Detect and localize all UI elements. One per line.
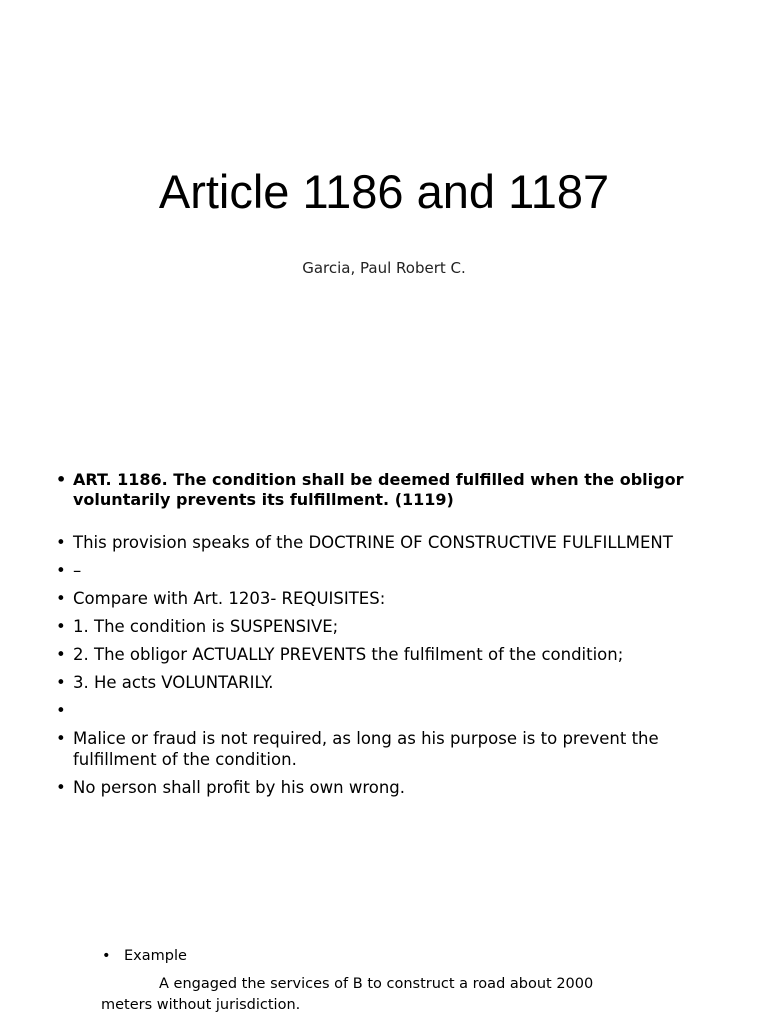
bullet-dot-icon: • — [56, 701, 66, 720]
bullet-item — [56, 728, 706, 770]
bullet-text — [73, 701, 78, 720]
bullet-item — [56, 560, 706, 581]
example-label: Example — [124, 948, 187, 964]
bullet-text: Malice or fraud is not required, as long as his purpose is to prevent the fulfillment of the condition. — [73, 729, 659, 769]
bullet-dot-icon: • — [56, 533, 66, 552]
bullet-text: Compare with Art. 1203- REQUISITES: — [73, 589, 386, 608]
slide-title: Article 1186 and 1187 — [158, 165, 610, 218]
bullet-dot-icon: • — [56, 470, 67, 489]
bullet-dot-icon: • — [56, 617, 66, 636]
bullet-item — [56, 672, 706, 693]
bullet-text: This provision speaks of the DOCTRINE OF CONSTRUCTIVE FULFILLMENT — [73, 533, 673, 552]
bullet-item — [56, 777, 706, 798]
bullet-dot-icon: • — [56, 561, 66, 580]
bullet-item — [56, 644, 706, 665]
bullet-item — [56, 616, 706, 637]
bullet-dot-icon: • — [56, 589, 66, 608]
title-slide — [0, 0, 768, 430]
example-paragraph — [101, 974, 641, 1016]
author-name: Garcia, Paul Robert C. — [302, 259, 466, 277]
example-paragraph-line: meters without jurisdiction. — [101, 997, 301, 1013]
bullet-text: No person shall profit by his own wrong. — [73, 778, 406, 797]
bullet-dot-icon: • — [102, 948, 111, 964]
bullet-item — [102, 946, 187, 966]
bullet-item — [56, 532, 706, 553]
example-list — [102, 946, 187, 966]
bullet-list — [56, 470, 706, 805]
bullet-text: ART. 1186. The condition shall be deemed fulfilled when the obligor voluntarily prevents its fulfillment. (1119) — [73, 470, 684, 509]
bullet-dot-icon: • — [56, 673, 66, 692]
bullet-dot-icon: • — [56, 645, 66, 664]
bullet-text: 2. The obligor ACTUALLY PREVENTS the fulfilment of the condition; — [73, 645, 624, 664]
bullet-text: 1. The condition is SUSPENSIVE; — [73, 617, 339, 636]
bullet-item — [56, 470, 706, 510]
bullet-item — [56, 588, 706, 609]
content-slide-article-1186 — [0, 430, 768, 910]
content-slide-example — [0, 910, 768, 1024]
bullet-item — [56, 700, 706, 721]
bullet-text: – — [73, 561, 82, 580]
bullet-text: 3. He acts VOLUNTARILY. — [73, 673, 274, 692]
example-paragraph-line: A engaged the services of B to construct a road about 2000 — [159, 976, 594, 992]
bullet-dot-icon: • — [56, 778, 66, 797]
bullet-dot-icon: • — [56, 729, 66, 748]
